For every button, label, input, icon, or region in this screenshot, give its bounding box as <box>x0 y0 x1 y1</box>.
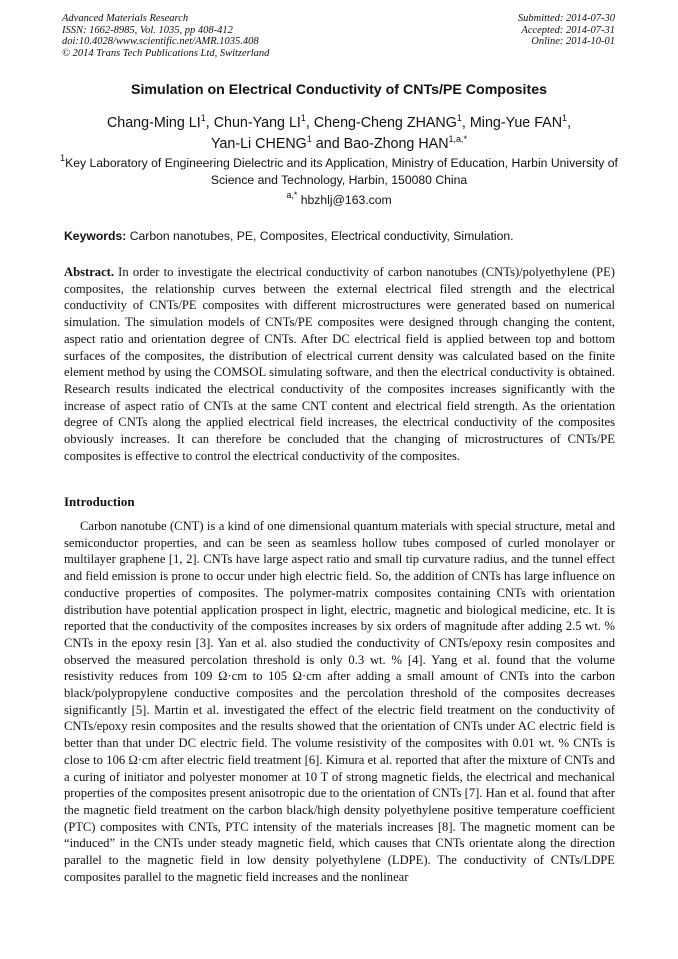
issn-line: ISSN: 1662-8985, Vol. 1035, pp 408-412 <box>62 24 233 36</box>
author-affil-sup: 1 <box>200 113 206 123</box>
author-sep: , <box>205 115 214 131</box>
abstract <box>64 264 615 464</box>
author-affil-sup: 1 <box>562 113 568 123</box>
author-corresponding-sup: 1,a,* <box>448 134 468 144</box>
author-affil-sup: 1 <box>456 113 462 123</box>
keywords-label: Keywords: <box>64 229 127 243</box>
accepted-date: Accepted: 2014-07-31 <box>521 24 615 36</box>
dates-info <box>518 13 615 48</box>
journal-info <box>62 13 269 59</box>
author-name: Cheng-Cheng ZHANG <box>313 115 457 131</box>
author-and: and <box>311 136 344 152</box>
abstract-text: In order to investigate the electrical conductivity of carbon nanotubes (CNTs)/polyethylene (PE) composites, the relationship curves between the external electrical filed strength and the electrical conductivity of CNTs/PE composites with different microstructures were generated based on numerical simulation. The simulation models of CNTs/PE composites were designed through changing the content, aspect ratio and orientation degree of CNTs. After DC electrical field is applied between top and bottom surfaces of the composites, the distribution of electrical current density was calculated based on the finite element method by using the COMSOL simulating software, and then the electrical conductivity is obtained. Research results indicated the electrical conductivity of the composites increases significantly with the increase of aspect ratio of CNTs at the same CNT content and electrical field strength. As the orientation degree of CNTs along the applied electrical field increases, the electrical conductivity of the composites obviously increases. It can therefore be concluded that the changing of microstructures of CNTs/PE composites is effective to control the electrical conductivity of the composites. <box>64 265 615 463</box>
submitted-date: Submitted: 2014-07-30 <box>517 13 615 24</box>
paper-title: Simulation on Electrical Conductivity of CNTs/PE Composites <box>131 82 547 98</box>
author-name: Yan-Li CHENG <box>210 136 307 152</box>
affiliation-text: Key Laboratory of Engineering Dielectric and its Application, Ministry of Education, Harbin University of Science and Technology, Harbin, 150080 China <box>65 156 618 187</box>
corresponding-email <box>0 190 678 207</box>
online-date: Online: 2014-10-01 <box>531 36 615 48</box>
author-name: Chun-Yang LI <box>213 115 301 131</box>
author-affil-sup: 1 <box>306 134 312 144</box>
author-list <box>40 113 638 155</box>
affiliation-sup: 1 <box>60 153 66 163</box>
author-affil-sup: 1 <box>300 113 306 123</box>
abstract-label: Abstract. <box>64 265 115 279</box>
keywords <box>64 229 620 243</box>
email-address[interactable]: hbzhlj@163.com <box>297 193 392 207</box>
affiliation <box>40 155 638 188</box>
author-name: Ming-Yue FAN <box>469 115 563 131</box>
doi-line: doi:10.4028/www.scientific.net/AMR.1035.408 <box>62 36 259 48</box>
introduction-heading: Introduction <box>64 494 135 509</box>
email-sup: a,* <box>286 190 298 200</box>
journal-name: Advanced Materials Research <box>62 13 189 24</box>
copyright-line: © 2014 Trans Tech Publications Ltd, Switzerland <box>62 47 270 59</box>
keywords-text: Carbon nanotubes, PE, Composites, Electrical conductivity, Simulation. <box>126 229 514 243</box>
author-sep: , <box>305 115 314 131</box>
author-sep: , <box>461 115 470 131</box>
author-sep: , <box>567 115 572 131</box>
author-name: Chang-Ming LI <box>106 115 201 131</box>
introduction-paragraph: Carbon nanotube (CNT) is a kind of one dimensional quantum materials with special structure, metal and semiconductor properties, and can be seen as seamless hollow tubes composed of curled monolayer or multilayer graphene [1, 2]. CNTs have large aspect ratio and small tip curvature radius, and the tunnel effect and field emission is prone to occur under high electric field. So, the addition of CNTs has large influence on conductive properties of composites. The polymer-matrix composites containing CNTs with orientation distribution have potential application prospect in light, electric, magnetic and biological medicine, etc. It is reported that the conductivity of the composites increases by six orders of magnitude after adding 2.5 wt. % CNTs in the epoxy resin [3]. Yan et al. also studied the conductivity of CNTs/epoxy resin composites and observed the measured percolation threshold is only 0.3 wt. % [4]. Yang et al. found that the volume resistivity reduces from 109 Ω·cm to 105 Ω·cm after adding a small amount of CNTs into the carbon black/polypropylene conductive composites and the percolation threshold of the composites decreases significantly [5]. Martin et al. investigated the effect of the electric field treatment on the conductivity of CNTs/epoxy resin composites and the results showed that the orientation of CNTs under AC electric field is better than that under DC electric field. The volume resistivity of the composites with 0.01 wt. % CNTs is close to 106 Ω·cm after electric field treatment [6]. Kimura et al. reported that after the mixture of CNTs and a curing of initiator and polyester monomer at 10 T of strong magnetic fields, the electrical and mechanical properties of the composites present anisotropic due to the orientation of CNTs [7]. Han et al. found that after the magnetic field treatment on the carbon black/high density polyethylene positive temperature coefficient (PTC) composites with CNTs, PTC intensity of the materials increases [8]. The magnetic moment can be “induced” in the CNTs under steady magnetic field, which causes that CNTs orientate along the direction parallel to the magnetic field in low density polyethylene (LDPE). The conductivity of CNTs/LDPE composites parallel to the magnetic field increases and the nonlinear <box>64 519 615 884</box>
author-name: Bao-Zhong HAN <box>343 136 449 152</box>
